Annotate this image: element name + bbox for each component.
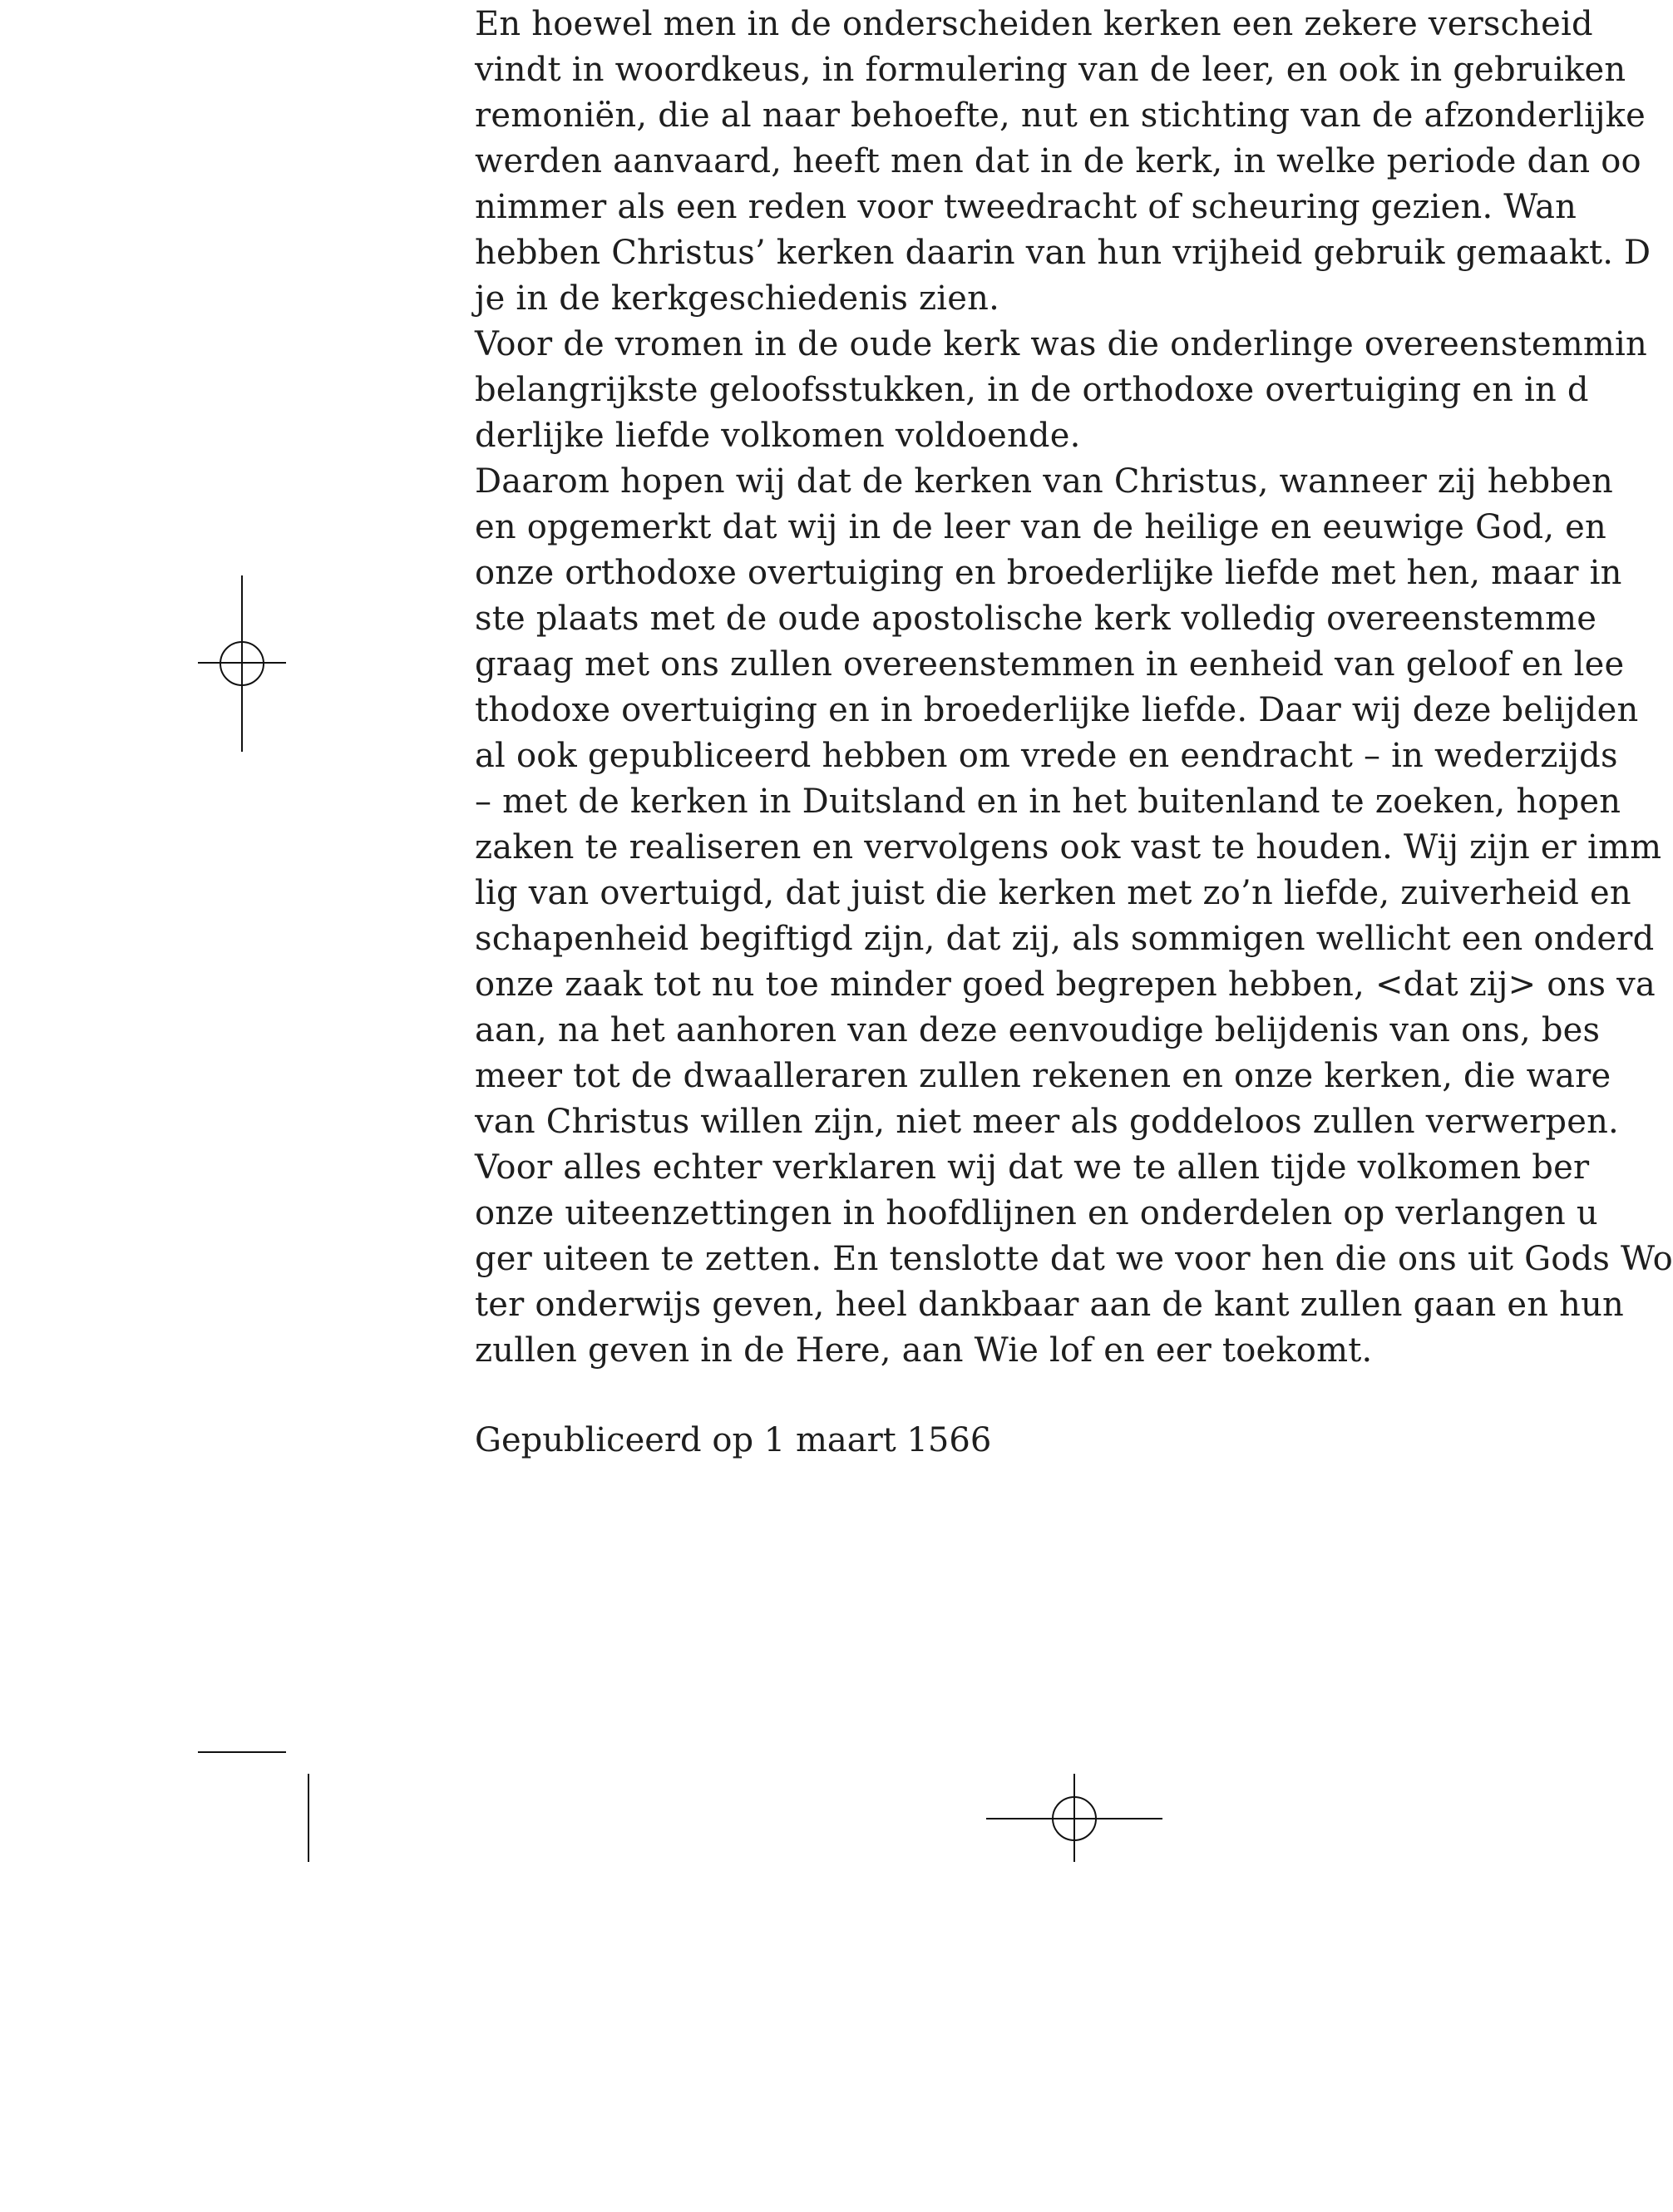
text-line-12: en opgemerkt dat wij in de leer van de heilige en eeuwige God, en: [475, 508, 1606, 546]
text-line-19: zaken te realiseren en vervolgens ook vast te houden. Wij zijn er imm: [475, 828, 1662, 867]
text-line-24: meer tot de dwaalleraren zullen rekenen en onze kerken, die ware: [475, 1057, 1611, 1095]
text-line-9: belangrijkste geloofsstukken, in de orthodoxe overtuiging en in d: [475, 371, 1589, 409]
text-line-10: derlijke liefde volkomen voldoende.: [475, 417, 1081, 455]
text-line-20: lig van overtuigd, dat juist die kerken met zo’n liefde, zuiverheid en: [475, 874, 1631, 912]
text-line-30: zullen geven in de Here, aan Wie lof en eer toekomt.: [475, 1331, 1373, 1370]
text-line-18: – met de kerken in Duitsland en in het buitenland te zoeken, hopen: [475, 783, 1621, 821]
text-line-6: hebben Christus’ kerken daarin van hun vrijheid gebruik gemaakt. D: [475, 234, 1651, 272]
text-line-27: onze uiteenzettingen in hoofdlijnen en onderdelen op verlangen u: [475, 1194, 1598, 1232]
text-line-4: werden aanvaard, heeft men dat in de kerk, in welke periode dan oo: [475, 142, 1641, 180]
text-line-1: En hoewel men in de onderscheiden kerken een zekere verscheid: [475, 5, 1593, 43]
text-line-25: van Christus willen zijn, niet meer als goddeloos zullen verwerpen.: [475, 1103, 1619, 1141]
publication-date-note: Gepubliceerd op 1 maart 1566: [475, 1421, 992, 1459]
text-line-16: thodoxe overtuiging en in broederlijke liefde. Daar wij deze belijden: [475, 691, 1639, 729]
body-text: [475, 2, 1673, 1374]
text-line-23: aan, na het aanhoren van deze eenvoudige belijdenis van ons, bes: [475, 1011, 1601, 1049]
text-line-15: graag met ons zullen overeenstemmen in eenheid van geloof en lee: [475, 645, 1625, 684]
text-line-5: nimmer als een reden voor tweedracht of scheuring gezien. Wan: [475, 188, 1577, 226]
text-line-13: onze orthodoxe overtuiging en broederlijke liefde met hen, maar in: [475, 554, 1622, 592]
text-line-17: al ook gepubliceerd hebben om vrede en eendracht – in wederzijds: [475, 737, 1618, 775]
text-line-21: schapenheid begiftigd zijn, dat zij, als sommigen wellicht een onderd: [475, 920, 1655, 958]
text-line-14: ste plaats met de oude apostolische kerk volledig overeenstemme: [475, 600, 1597, 638]
text-line-29: ter onderwijs geven, heel dankbaar aan de kant zullen gaan en hun: [475, 1286, 1625, 1324]
text-line-3: remoniën, die al naar behoefte, nut en stichting van de afzonderlijke: [475, 96, 1646, 135]
text-line-26: Voor alles echter verklaren wij dat we te allen tijde volkomen ber: [475, 1148, 1590, 1187]
text-line-11: Daarom hopen wij dat de kerken van Christus, wanneer zij hebben: [475, 462, 1613, 501]
text-line-28: ger uiteen te zetten. En tenslotte dat we voor hen die ons uit Gods Wo: [475, 1240, 1673, 1278]
text-line-7: je in de kerkgeschiedenis zien.: [475, 279, 1000, 318]
text-line-22: onze zaak tot nu toe minder goed begrepen hebben, <dat zij> ons va: [475, 965, 1656, 1004]
text-line-2: vindt in woordkeus, in formulering van de leer, en ook in gebruiken: [475, 51, 1626, 89]
text-line-8: Voor de vromen in de oude kerk was die onderlinge overeenstemmin: [475, 325, 1647, 363]
